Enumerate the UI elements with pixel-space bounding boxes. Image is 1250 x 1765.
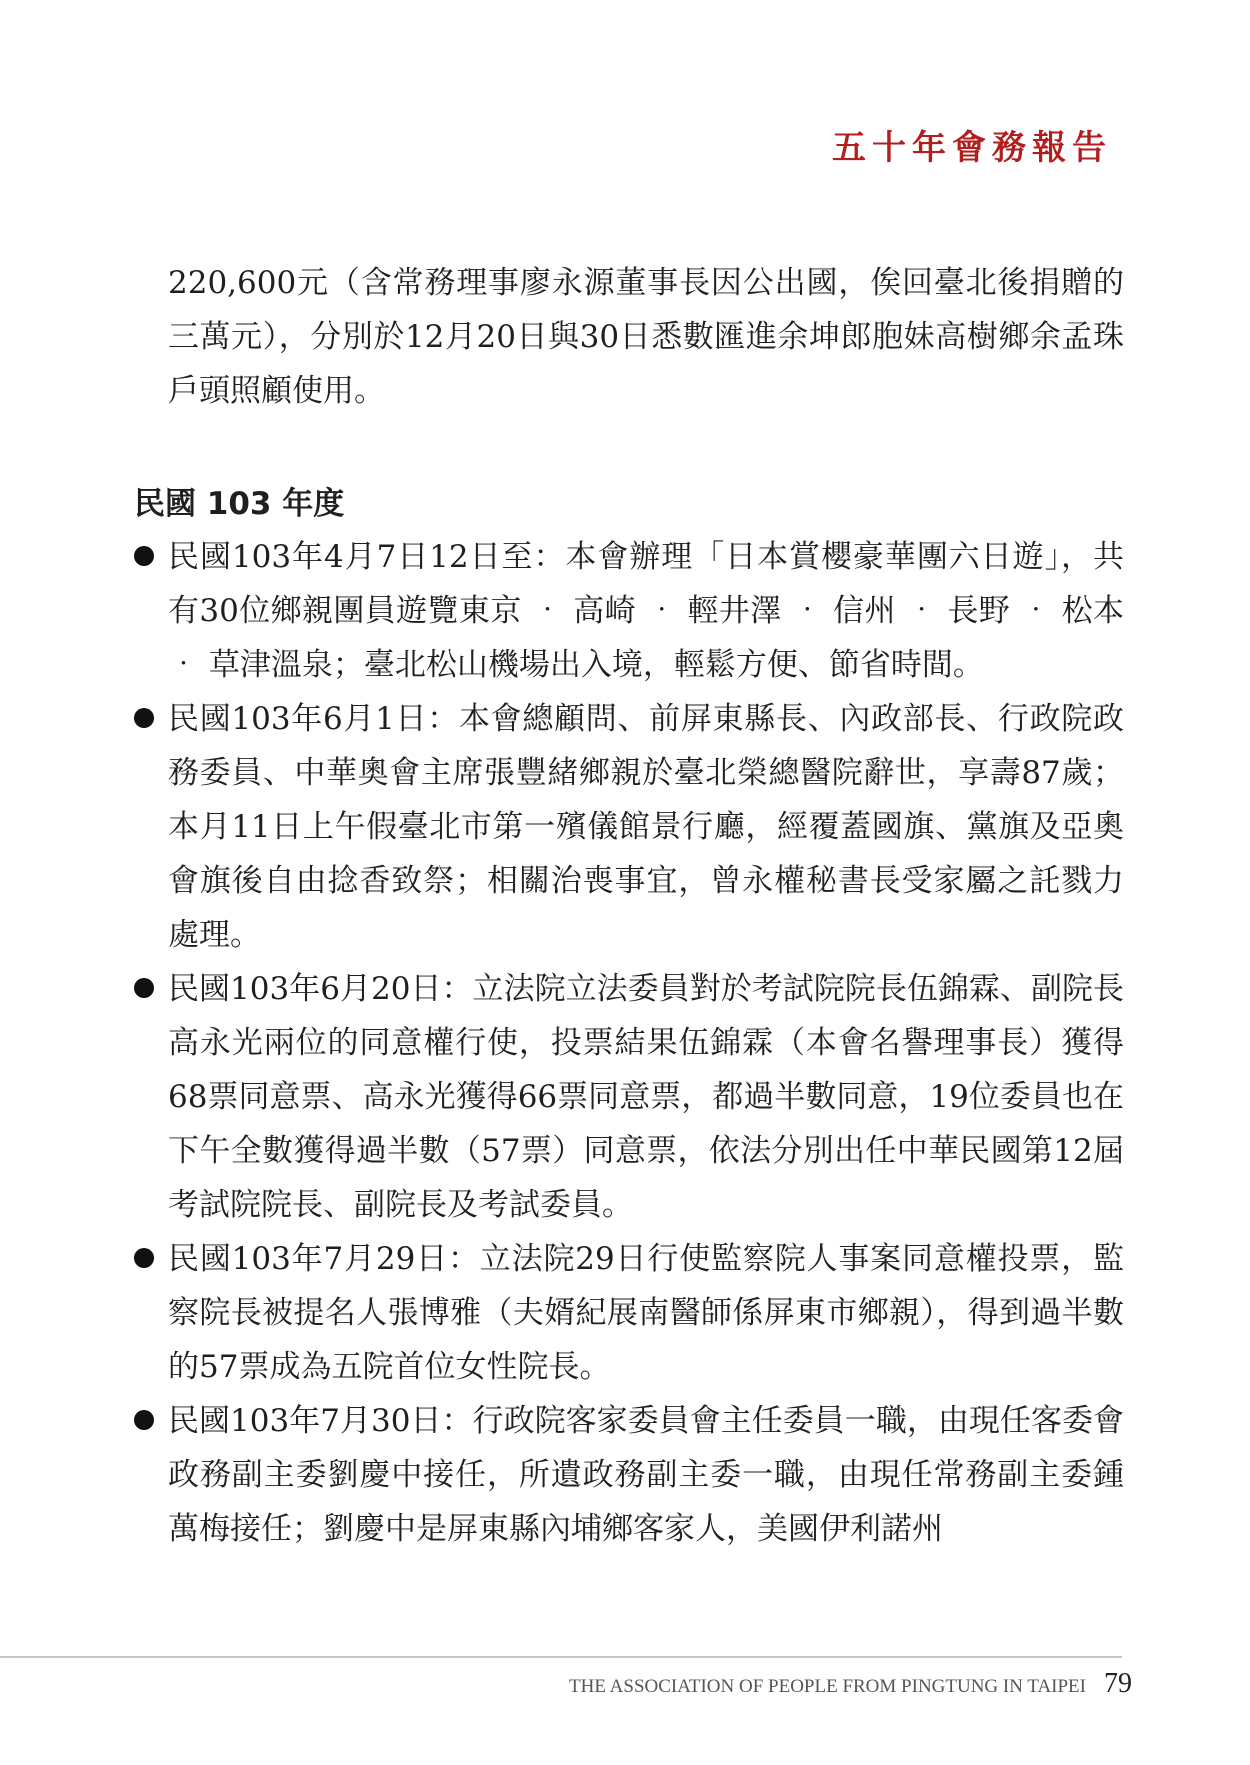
page-footer: [569, 1668, 1132, 1700]
running-header-title: 五十年會務報告: [832, 128, 1112, 168]
event-text: 民國103年4月7日12日至：本會辦理「日本賞櫻豪華團六日遊」，共有30位鄉親團員遊覽東京 ‧ 高崎 ‧ 輕井澤 ‧ 信州 ‧ 長野 ‧ 松本 ‧ 草津溫泉；臺北松山機場出入境，輕鬆方便、節省時間。: [168, 539, 1124, 683]
intro-paragraph: 220,600元（含常務理事廖永源董事長因公出國，俟回臺北後捐贈的三萬元），分別於12月20日與30日悉數匯進余坤郎胞妹高樹鄉余孟珠戶頭照顧使用。: [168, 265, 1124, 409]
footer-divider: [0, 1656, 1122, 1658]
footer-publication-name: THE ASSOCIATION OF PEOPLE FROM PINGTUNG IN TAIPEI: [569, 1676, 1086, 1697]
event-text: 民國103年6月20日：立法院立法委員對於考試院院長伍錦霖、副院長高永光兩位的同意權行使，投票結果伍錦霖（本會名譽理事長）獲得68票同意票、高永光獲得66票同意票，都過半數同意，19位委員也在下午全數獲得過半數（57票）同意票，依法分別出任中華民國第12屆考試院院長、副院長及考試委員。: [168, 971, 1124, 1223]
event-list: [134, 530, 1124, 1556]
bullet-icon: [134, 708, 154, 728]
event-text: 民國103年6月1日：本會總顧問、前屏東縣長、內政部長、行政院政務委員、中華奧會主席張豐緒鄉親於臺北榮總醫院辭世，享壽87歲；本月11日上午假臺北市第一殯儀館景行廳，經覆蓋國旗、黨旗及亞奧會旗後自由捻香致祭；相關治喪事宜，曾永權秘書長受家屬之託戮力處理。: [168, 701, 1124, 953]
bullet-icon: [134, 1248, 154, 1268]
list-item: [134, 692, 1124, 962]
list-item: [134, 1232, 1124, 1394]
section-heading: 民國 103 年度: [134, 486, 345, 522]
bullet-icon: [134, 978, 154, 998]
event-text: 民國103年7月29日：立法院29日行使監察院人事案同意權投票，監察院長被提名人張博雅（夫婿紀展南醫師係屏東市鄉親），得到過半數的57票成為五院首位女性院長。: [168, 1241, 1124, 1385]
list-item: [134, 530, 1124, 692]
event-text: 民國103年7月30日：行政院客家委員會主任委員一職，由現任客委會政務副主委劉慶中接任，所遺政務副主委一職，由現任常務副主委鍾萬梅接任；劉慶中是屏東縣內埔鄉客家人，美國伊利諾州: [168, 1403, 1124, 1547]
list-item: [134, 1394, 1124, 1556]
bullet-icon: [134, 546, 154, 566]
list-item: [134, 962, 1124, 1232]
page-number: 79: [1104, 1668, 1132, 1699]
bullet-icon: [134, 1410, 154, 1430]
